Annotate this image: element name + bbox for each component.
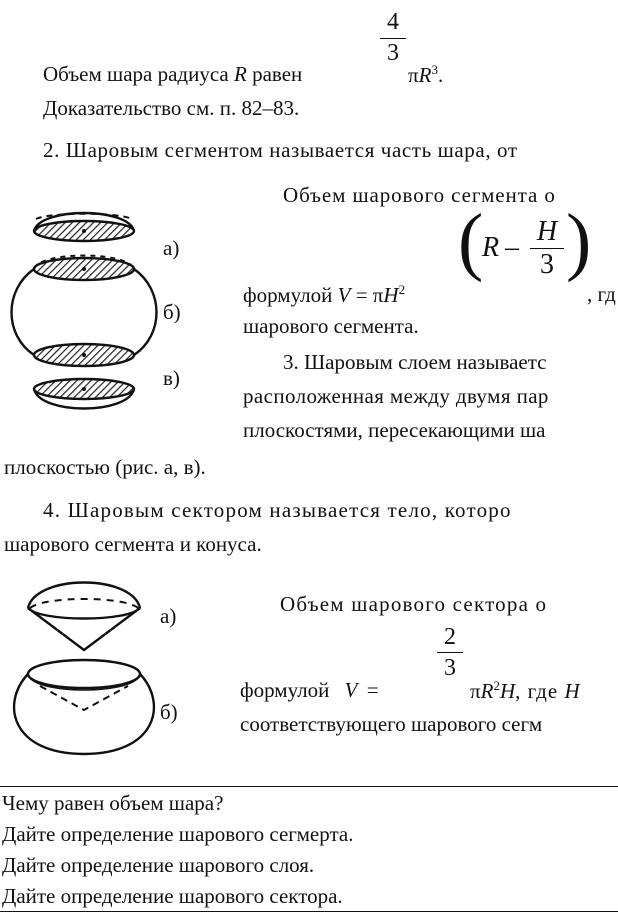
figure1-label-a: а) bbox=[163, 236, 180, 260]
sector-formula-fraction: 2 3 bbox=[437, 622, 463, 683]
figure1-label-c: в) bbox=[163, 366, 180, 390]
segment-a bbox=[34, 213, 134, 241]
sector-definition-line-1: 4. Шаровым сектором называется тело, которо bbox=[43, 498, 512, 522]
fraction-numerator: 4 bbox=[387, 9, 399, 35]
ball-volume-fraction bbox=[380, 6, 406, 67]
layer-line-4: плоскостью (рис. а, в). bbox=[4, 455, 206, 479]
question-2: Дайте определение шарового сегмерта. bbox=[2, 822, 354, 846]
layer-line-2: расположенная между двумя пар bbox=[243, 384, 549, 408]
sector-formula-line: формулой V = bbox=[240, 678, 383, 702]
figure1-label-b: б) bbox=[163, 300, 181, 324]
sector-last-line: соответствующего шарового сегм bbox=[240, 712, 543, 736]
question-3: Дайте определение шарового слоя. bbox=[2, 853, 315, 877]
sector-b bbox=[14, 660, 154, 754]
segment-formula-R: R bbox=[482, 232, 500, 263]
layer-line-1: 3. Шаровым слоем называетс bbox=[283, 350, 547, 374]
questions-rule-bottom bbox=[0, 911, 618, 912]
segment-definition: 2. Шаровым сегментом называется часть шара, от bbox=[43, 138, 518, 162]
sector-volume-line: Объем шарового сектора о bbox=[280, 592, 548, 616]
segment-c bbox=[34, 379, 134, 409]
segment-volume-line: Объем шарового сегмента о bbox=[283, 183, 556, 207]
question-1: Чему равен объем шара? bbox=[2, 791, 224, 815]
sector-a bbox=[28, 583, 140, 651]
figure2-label-a: а) bbox=[160, 604, 177, 628]
ball-volume-formula-tail: $\pi R^3$. bbox=[408, 62, 444, 87]
sector-formula-tail: $\pi R^2H$, где H bbox=[470, 678, 580, 703]
segment-formula-paren-left: ( bbox=[458, 199, 484, 283]
sphere-body bbox=[12, 256, 157, 367]
figure2-label-b: б) bbox=[160, 700, 178, 724]
segment-last-line: шарового сегмента. bbox=[243, 314, 419, 338]
segment-formula-line: формулой $V = \pi H^2$ bbox=[243, 282, 406, 307]
proof-reference: Доказательство см. п. 82–83. bbox=[43, 96, 300, 120]
segment-formula-paren-right: ) bbox=[566, 199, 592, 283]
ball-volume-line: Объем шара радиуса R равен bbox=[43, 62, 303, 86]
questions-rule-top bbox=[0, 786, 618, 787]
fraction-denominator: 3 bbox=[387, 40, 399, 66]
segment-formula-minus: – bbox=[505, 232, 519, 263]
layer-line-3: плоскостями, пересекающими ша bbox=[243, 418, 546, 442]
sector-definition-line-2: шарового сегмента и конуса. bbox=[4, 532, 262, 556]
segment-formula-after: , гд bbox=[587, 282, 616, 306]
segment-formula-fraction: H 3 bbox=[530, 216, 564, 281]
question-4: Дайте определение шарового сектора. bbox=[2, 884, 343, 908]
figure-sphere-segments bbox=[0, 195, 230, 435]
